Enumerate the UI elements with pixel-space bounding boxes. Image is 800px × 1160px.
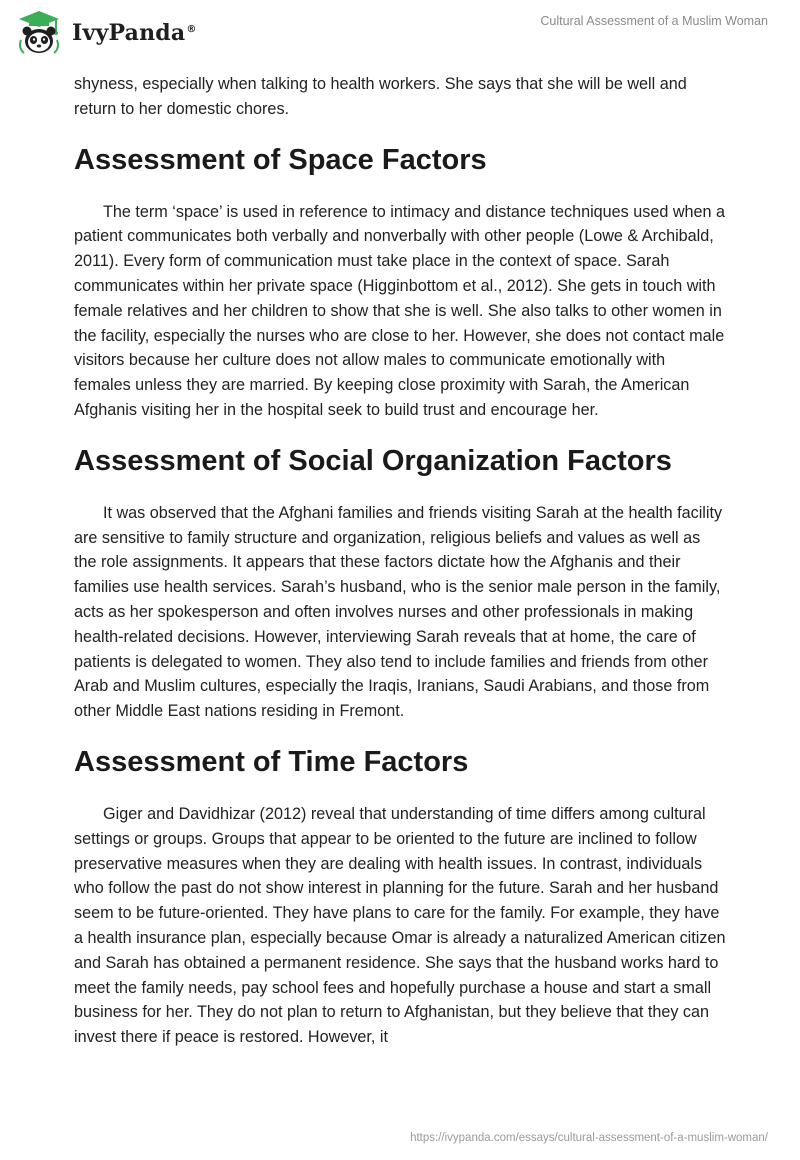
- ivypanda-logo[interactable]: [14, 10, 197, 56]
- document-title: Cultural Assessment of a Muslim Woman: [540, 14, 768, 28]
- section-heading-social-organization: Assessment of Social Organization Factors: [74, 444, 672, 477]
- brand-name: [72, 20, 197, 46]
- source-url-link[interactable]: https://ivypanda.com/essays/cultural-assessment-of-a-muslim-woman/: [410, 1132, 768, 1144]
- essay-body: [74, 72, 726, 1050]
- section-heading-space: Assessment of Space Factors: [74, 143, 487, 176]
- registered-mark: ®: [186, 23, 197, 35]
- section-paragraph-space: The term ‘space’ is used in reference to intimacy and distance techniques used when a patient communicates both verbally and nonverbally with other people (Lowe & Archibald, 2011). Every form of communication must take place in the context of space. Sarah communicates within her private space (Higginbottom et al., 2012). She gets in touch with female relatives and her children to show that she is well. She also talks to other women in the facility, especially the nurses who are close to her. However, she does not contact male visitors because her culture does not allow males to communicate emotionally with females unless they are married. By keeping close proximity with Sarah, the American Afghanis visiting her in the hospital seek to build trust and encourage her.: [74, 202, 726, 419]
- section-paragraph-time: Giger and Davidhizar (2012) reveal that understanding of time differs among cultural settings or groups. Groups that appear to be oriented to the future are inclined to follow preservative measures when they are dealing with health issues. In contrast, individuals who follow the past do not show interest in planning for the future. Sarah and her husband seem to be future-oriented. They have plans to care for the family. For example, they have a health insurance plan, especially because Omar is already a naturalized American citizen and Sarah has obtained a permanent residence. She says that the husband works hard to meet the family needs, pay school fees and hopefully purchase a house and start a small business for her. They do not plan to return to Afghanistan, but they believe that they can invest there if peace is restored. However, it: [74, 804, 726, 1047]
- intro-paragraph: shyness, especially when talking to health workers. She says that she will be well and return to her domestic chores.: [74, 75, 687, 118]
- section-paragraph-social-organization: It was observed that the Afghani families and friends visiting Sarah at the health facility are sensitive to family structure and organization, religious beliefs and values as well as the role assignments. It appears that these factors dictate how the Afghanis and their families use health services. Sarah’s husband, who is the senior male person in the family, acts as her spokesperson and often involves nurses and other professionals in making health-related decisions. However, interviewing Sarah reveals that at home, the care of patients is delegated to women. They also tend to include families and friends from other Arab and Muslim cultures, especially the Iraqis, Iranians, Saudi Arabians, and those from other Middle East nations residing in Fremont.: [74, 503, 723, 721]
- page-header: [0, 0, 800, 62]
- section-heading-time: Assessment of Time Factors: [74, 745, 469, 778]
- brand-name-text: IvyPanda: [72, 20, 186, 46]
- panda-graduate-icon: [14, 10, 64, 56]
